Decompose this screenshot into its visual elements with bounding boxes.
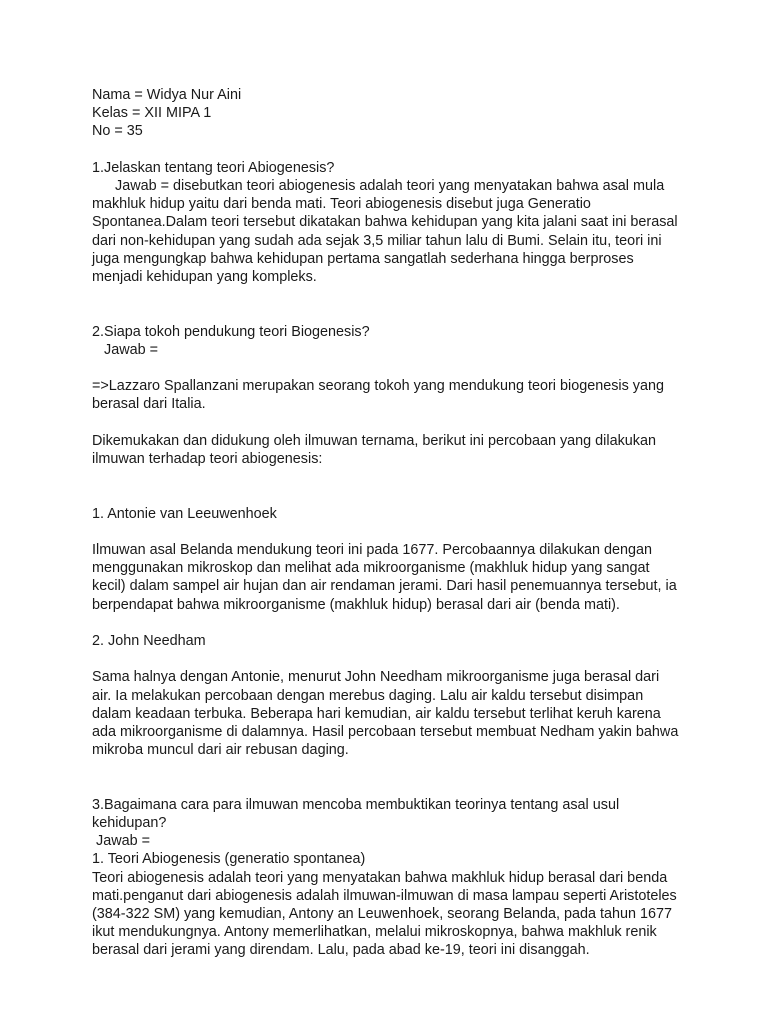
section-1-line: Teori abiogenesis adalah teori yang menyatakan bahwa makhluk hidup berasal dari benda — [92, 869, 668, 886]
question-2: 2.Siapa tokoh pendukung teori Biogenesis? — [92, 323, 370, 340]
scientist-1-line: Ilmuwan asal Belanda mendukung teori ini pada 1677. Percobaannya dilakukan dengan — [92, 541, 653, 558]
spacer — [92, 523, 672, 541]
spacer — [92, 141, 672, 159]
scientist-2-line: Sama halnya dengan Antonie, menurut John Needham mikroorganisme juga berasal dari — [92, 669, 660, 686]
spacer — [92, 468, 672, 486]
spacer — [92, 304, 672, 322]
spacer — [92, 778, 672, 796]
question-3: kehidupan? — [92, 814, 167, 831]
answer-1-line: dari non-kehidupan yang sudah ada sejak 3,5 miliar tahun lalu di Bumi. Selain itu, teori ini — [92, 232, 662, 249]
document-page — [92, 86, 679, 960]
scientist-2-line: dalam keadaan terbuka. Beberapa hari kemudian, air kaldu tersebut terlihat keruh karena — [92, 705, 661, 722]
scientist-2-line: air. Ia melakukan percobaan dengan merebus daging. Lalu air kaldu tersebut disimpan — [92, 687, 644, 704]
answer-2-line: =>Lazzaro Spallanzani merupakan seorang tokoh yang mendukung teori biogenesis yang — [92, 378, 665, 395]
scientist-1-line: kecil) dalam sampel air hujan dan air rendaman jerami. Dari hasil penemuannya tersebut, ia — [92, 578, 677, 595]
section-1-line: berasal dari jerami yang direndam. Lalu, pada abad ke-19, teori ini disanggah. — [92, 942, 590, 959]
scientist-1-line: menggunakan mikroskop dan melihat ada mikroorganisme (makhluk hidup yang sangat — [92, 560, 650, 577]
spacer — [92, 414, 672, 432]
answer-1-line: menjadi kehidupan yang kompleks. — [92, 269, 317, 286]
student-class: Kelas = XII MIPA 1 — [92, 105, 212, 122]
scientist-1-heading: 1. Antonie van Leeuwenhoek — [92, 505, 277, 522]
scientist-2-line: ada mikroorganisme di dalamnya. Hasil percobaan tersebut membuat Nedham yakin bahwa — [92, 723, 679, 740]
section-1-line: (384-322 SM) yang kemudian, Antony an Leuwenhoek, seorang Belanda, pada tahun 1677 — [92, 905, 673, 922]
spacer — [92, 614, 672, 632]
spacer — [92, 650, 672, 668]
answer-2-label: Jawab = — [104, 341, 159, 358]
answer-2-line: berasal dari Italia. — [92, 396, 206, 413]
scientist-2-line: mikroba muncul dari air rebusan daging. — [92, 742, 349, 759]
intro-line: Dikemukakan dan didukung oleh ilmuwan ternama, berikut ini percobaan yang dilakukan — [92, 432, 656, 449]
student-name: Nama = Widya Nur Aini — [92, 87, 242, 103]
section-1-heading: 1. Teori Abiogenesis (generatio spontanea) — [92, 851, 366, 868]
answer-1-line: Jawab = disebutkan teori abiogenesis adalah teori yang menyatakan bahwa asal mula — [115, 178, 665, 194]
intro-line: ilmuwan terhadap teori abiogenesis: — [92, 450, 323, 467]
spacer — [92, 759, 672, 777]
student-number: No = 35 — [92, 123, 143, 140]
answer-1-line: juga mengungkap bahwa kehidupan pertama sangatlah sederhana hingga berproses — [92, 250, 634, 267]
scientist-2-heading: 2. John Needham — [92, 632, 206, 649]
spacer — [92, 286, 672, 304]
scientist-1-line: berpendapat bahwa mikroorganisme (makhluk hidup) berasal dari air (benda mati). — [92, 596, 620, 613]
section-1-line: ikut mendukungnya. Antony memerlihatkan, melalui mikroskopnya, bahwa makhluk renik — [92, 924, 657, 941]
spacer — [92, 486, 672, 504]
answer-3-label: Jawab = — [96, 833, 151, 850]
question-1: 1.Jelaskan tentang teori Abiogenesis? — [92, 159, 335, 176]
question-3: 3.Bagaimana cara para ilmuwan mencoba membuktikan teorinya tentang asal usul — [92, 796, 620, 813]
section-1-line: mati.penganut dari abiogenesis adalah ilmuwan-ilmuwan di masa lampau seperti Aristoteles — [92, 887, 677, 904]
answer-1-line: makhluk hidup yaitu dari benda mati. Teori abiogenesis disebut juga Generatio — [92, 196, 591, 213]
spacer — [92, 359, 672, 377]
answer-1-line: Spontanea.Dalam teori tersebut dikatakan bahwa kehidupan yang kita jalani saat ini berasal — [92, 214, 678, 231]
